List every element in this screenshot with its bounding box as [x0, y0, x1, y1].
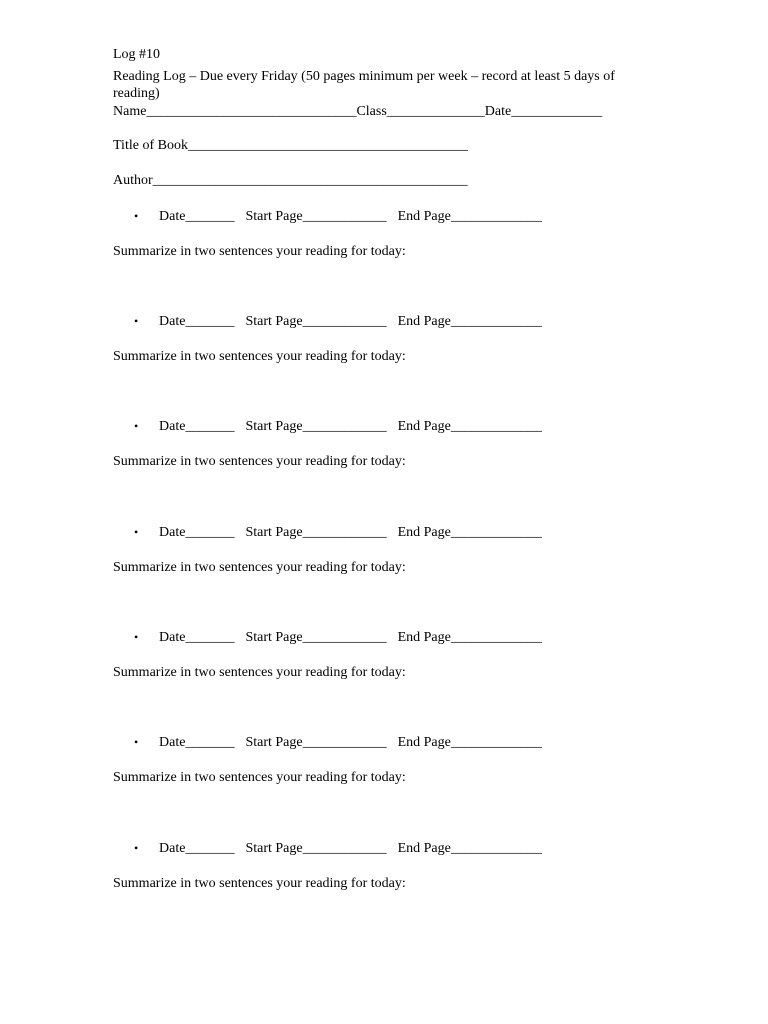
entry-end-page-label: End Page: [397, 841, 451, 856]
student-info-row: [113, 103, 602, 120]
entry-end-page-label: End Page: [397, 735, 451, 750]
entry-fields-line: [159, 629, 542, 646]
class-label: Class: [356, 104, 387, 119]
entry-fields-line: [159, 313, 542, 330]
entry-date-label: Date: [159, 419, 186, 434]
bullet-icon: •: [134, 841, 139, 855]
entry-end-page-label: End Page: [397, 419, 451, 434]
entry-fields-line: [159, 840, 542, 857]
entry-date-label: Date: [159, 841, 186, 856]
entry-date-label: Date: [159, 209, 186, 224]
entry-end-page-field[interactable]: _____________: [450, 630, 542, 645]
entry-date-field[interactable]: _______: [185, 841, 235, 856]
entry-date-label: Date: [159, 525, 186, 540]
entry-fields-line: [159, 734, 542, 751]
summary-prompt: Summarize in two sentences your reading for today:: [113, 560, 406, 575]
entry-end-page-label: End Page: [397, 630, 451, 645]
bullet-icon: •: [134, 735, 139, 749]
summary-prompt: Summarize in two sentences your reading for today:: [113, 665, 406, 680]
entry-end-page-field[interactable]: _____________: [450, 841, 542, 856]
summary-prompt: Summarize in two sentences your reading for today:: [113, 454, 406, 469]
summary-prompt: Summarize in two sentences your reading for today:: [113, 876, 406, 891]
entry-start-page-field[interactable]: ____________: [302, 209, 387, 224]
entry-start-page-field[interactable]: ____________: [302, 630, 387, 645]
entry-date-field[interactable]: _______: [185, 314, 235, 329]
reading-entry: [113, 629, 673, 689]
bullet-icon: •: [134, 209, 139, 223]
entry-start-page-field[interactable]: ____________: [302, 841, 387, 856]
summary-prompt: Summarize in two sentences your reading for today:: [113, 770, 406, 785]
entry-date-field[interactable]: _______: [185, 735, 235, 750]
reading-entry: [113, 418, 673, 478]
summary-prompt: Summarize in two sentences your reading for today:: [113, 244, 406, 259]
entry-fields-line: [159, 418, 542, 435]
entry-end-page-field[interactable]: _____________: [450, 419, 542, 434]
entry-start-page-label: Start Page: [245, 735, 303, 750]
bullet-icon: •: [134, 525, 139, 539]
author-field[interactable]: _____________________________________________: [152, 173, 468, 188]
entry-end-page-field[interactable]: _____________: [450, 314, 542, 329]
name-field[interactable]: ______________________________: [146, 104, 357, 119]
reading-entry: [113, 840, 673, 900]
entry-fields-line: [159, 524, 542, 541]
bullet-icon: •: [134, 419, 139, 433]
entry-start-page-field[interactable]: ____________: [302, 314, 387, 329]
name-label: Name: [113, 104, 147, 119]
entry-start-page-field[interactable]: ____________: [302, 419, 387, 434]
entry-fields-line: [159, 208, 542, 225]
author-label: Author: [113, 173, 153, 188]
bullet-icon: •: [134, 630, 139, 644]
entry-start-page-label: Start Page: [245, 841, 303, 856]
entry-date-label: Date: [159, 314, 186, 329]
bullet-icon: •: [134, 314, 139, 328]
author-row: [113, 172, 468, 189]
class-field[interactable]: ______________: [386, 104, 485, 119]
entry-date-label: Date: [159, 735, 186, 750]
entry-end-page-field[interactable]: _____________: [450, 525, 542, 540]
entry-start-page-label: Start Page: [245, 630, 303, 645]
reading-entry: [113, 313, 673, 373]
reading-log-heading: Reading Log – Due every Friday (50 pages minimum per week – record at least 5 days of: [113, 69, 615, 84]
reading-entry: [113, 524, 673, 584]
entry-start-page-label: Start Page: [245, 314, 303, 329]
date-field[interactable]: _____________: [511, 104, 603, 119]
entry-date-field[interactable]: _______: [185, 419, 235, 434]
entry-start-page-field[interactable]: ____________: [302, 735, 387, 750]
date-label: Date: [484, 104, 512, 119]
entry-end-page-label: End Page: [397, 525, 451, 540]
reading-log-heading-continued: reading): [113, 86, 160, 101]
entry-date-field[interactable]: _______: [185, 525, 235, 540]
entry-end-page-label: End Page: [397, 314, 451, 329]
book-title-row: [113, 137, 468, 154]
entry-end-page-field[interactable]: _____________: [450, 735, 542, 750]
reading-entry: [113, 734, 673, 794]
entry-end-page-field[interactable]: _____________: [450, 209, 542, 224]
entry-date-field[interactable]: _______: [185, 630, 235, 645]
entry-start-page-label: Start Page: [245, 209, 303, 224]
log-number: Log #10: [113, 47, 161, 62]
entry-date-label: Date: [159, 630, 186, 645]
entry-start-page-label: Start Page: [245, 525, 303, 540]
entry-start-page-label: Start Page: [245, 419, 303, 434]
reading-entry: [113, 208, 673, 268]
entry-start-page-field[interactable]: ____________: [302, 525, 387, 540]
summary-prompt: Summarize in two sentences your reading for today:: [113, 349, 406, 364]
book-title-label: Title of Book: [113, 138, 188, 153]
entry-end-page-label: End Page: [397, 209, 451, 224]
entry-date-field[interactable]: _______: [185, 209, 235, 224]
book-title-field[interactable]: ________________________________________: [187, 138, 468, 153]
